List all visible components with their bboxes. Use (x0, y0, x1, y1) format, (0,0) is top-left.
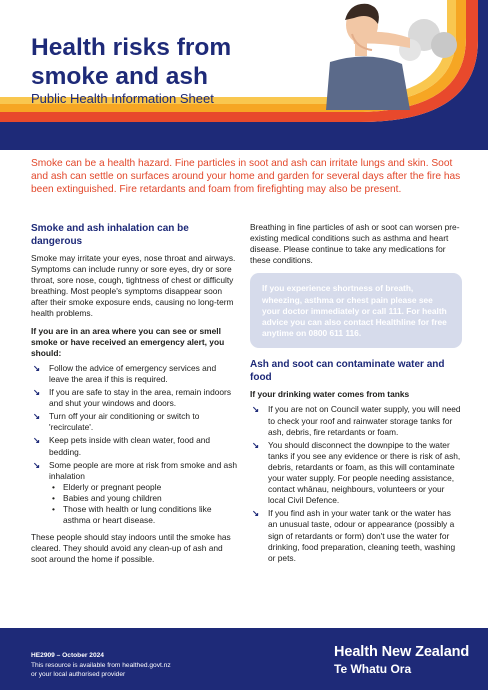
tanks-list (250, 404, 462, 563)
brand-logo-maori-name: Te Whatu Ora (334, 662, 412, 676)
page-title: Health risks from smoke and ash (31, 34, 232, 90)
list-item: • Those with health or lung conditions like asthma or heart disease. (49, 504, 238, 526)
intro-text: Smoke can be a health hazard. Fine particles in soot and ash can irritate lungs and skin. Soot and ash can settle on surfaces around your home and garden for several days after the fire has been extinguished. Fire retardants and foam from firefighting may also be present. (31, 158, 461, 196)
arrow-down-right-icon: ↘ (33, 435, 41, 446)
list-item: • Babies and young children (49, 493, 238, 504)
list-item: ↘ If you are safe to stay in the area, remain indoors and shut your windows and doors. (33, 387, 232, 409)
advice-list (31, 363, 238, 526)
section-heading-water: Ash and soot can contaminate water and food (250, 359, 445, 384)
arrow-down-right-icon: ↘ (252, 439, 260, 450)
availability-text: This resource is available from healthed.govt.nz (31, 662, 171, 669)
list-item: ↘ Follow the advice of emergency services and leave the area if this is required. (33, 362, 217, 384)
list-item: ↘ Turn off your air conditioning or switch to 'recirculate'. (33, 411, 200, 433)
tanks-lead: If your drinking water comes from tanks (250, 389, 410, 400)
arrow-down-right-icon: ↘ (33, 459, 41, 470)
arrow-down-right-icon: ↘ (33, 411, 41, 422)
section-heading-inhalation: Smoke and ash inhalation can be dangerous (31, 223, 189, 247)
healthline-callout: If you experience shortness of breath, wheezing, asthma or chest pain please see your doctor immediately or call 111. For health advice you can also contact Healthline for free anytime on 0800 611 116. (250, 273, 462, 348)
header (0, 0, 488, 150)
arrow-down-right-icon: ↘ (33, 387, 41, 398)
resource-code: HE2909 – October 2024 (31, 652, 104, 659)
list-item: ↘ If you find ash in your water tank or the water has an unusual taste, odour or appearance (possibly a sign of retardants or form) don't use the water for drinking, food preparation, cleaning teeth, washing or pets. (252, 508, 456, 563)
arrow-down-right-icon: ↘ (252, 404, 260, 415)
footer (0, 628, 488, 690)
list-item: ↘ Keep pets inside with clean water, food and bedding. (33, 435, 211, 457)
list-item: • Elderly or pregnant people (49, 482, 238, 493)
person-coughing-icon (326, 4, 410, 110)
right-column (250, 222, 462, 570)
list-item: ↘ You should disconnect the downpipe to the water tanks if you see any evidence or there is risk of ash, debris, retardants or foam, as this will contaminate your water supply. For people needing assistance, contact whānau, neighbours, volunteers or your local Civil Defence. (252, 439, 461, 506)
page-subtitle: Public Health Information Sheet (31, 91, 214, 106)
provider-text: or your local authorised provider (31, 671, 126, 678)
advice-lead: If you are in an area where you can see or smell smoke or have received an emergency alert, you should: (31, 325, 225, 358)
brand-logo-name: Health New Zealand (334, 644, 470, 660)
list-item: ↘ Some people are more at risk from smoke and ash inhalation • Elderly or pregnant people • Babies and young children • Those with health or lung conditions like asthma or heart disease. (31, 460, 238, 527)
left-column (31, 222, 238, 571)
inhalation-paragraph: Smoke may irritate your eyes, nose throat and airways. Symptoms can include runny or sore eyes, dry or sore throat, sore nose, cough, tightness of chest or difficulty breathing. Most people's symptoms disappear soon after their smoke exposure ends, causing no long-term health problems. (31, 253, 236, 319)
list-item: ↘ If you are not on Council water supply, you will need to check your roof and rainwater storage tanks for ash, debris, fire retardants or foam. (252, 404, 461, 437)
stay-indoors-paragraph: These people should stay indoors until the smoke has cleared. They should avoid any clean-up of ash and soot around the home if possible. (31, 532, 231, 565)
medical-conditions-paragraph: Breathing in fine particles of ash or soot can worsen pre-existing medical conditions such as asthma and heart disease. Please continue to take any medications for these conditions. (250, 222, 460, 266)
arrow-down-right-icon: ↘ (33, 362, 41, 373)
at-risk-list (49, 482, 238, 526)
arrow-down-right-icon: ↘ (252, 508, 260, 519)
